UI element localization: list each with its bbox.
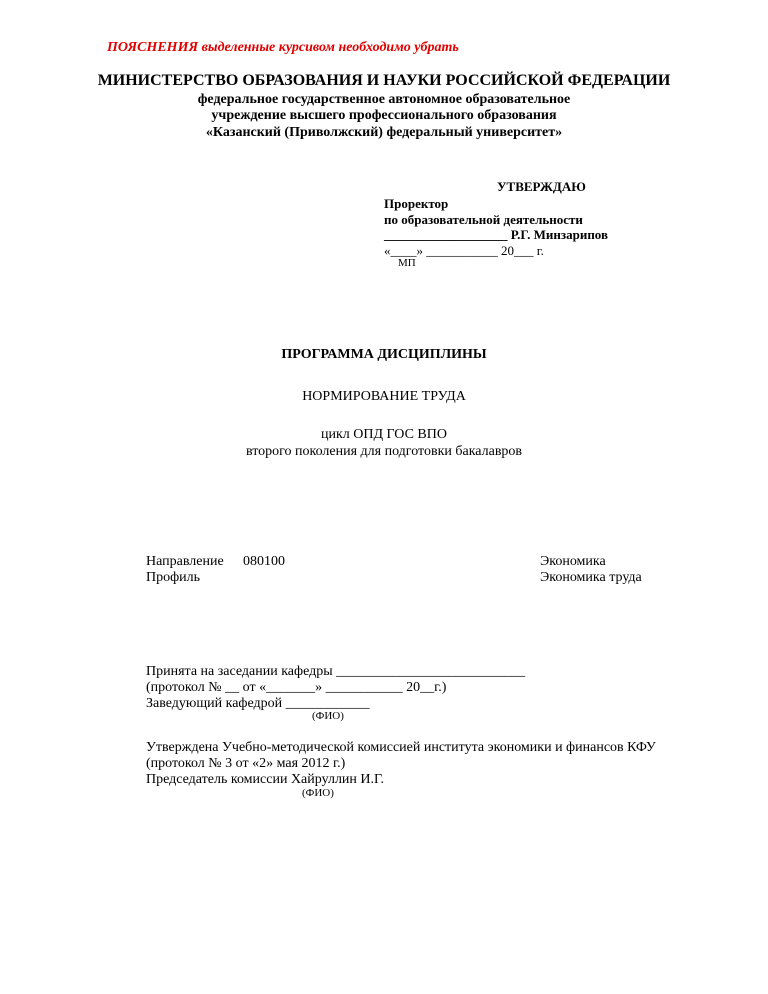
institution-line-1: федеральное государственное автономное образовательное bbox=[197, 92, 571, 107]
program-title: ПРОГРАММА ДИСЦИПЛИНЫ bbox=[281, 347, 487, 362]
department-fio-hint: (ФИО) bbox=[312, 710, 344, 722]
approval-date: «____» ___________ 20___ г. bbox=[384, 243, 544, 258]
stamp-label: МП bbox=[398, 257, 416, 269]
approver-position: Проректор bbox=[384, 196, 449, 211]
department-head: Заведующий кафедрой ____________ bbox=[146, 696, 370, 711]
cycle-line: цикл ОПД ГОС ВПО bbox=[321, 427, 447, 442]
commission-approved: Утверждена Учебно-методической комиссией института экономики и финансов КФУ bbox=[146, 740, 656, 755]
removal-note: ПОЯСНЕНИЯ выделенные курсивом необходимо убрать bbox=[107, 40, 459, 55]
generation-line: второго поколения для подготовки бакалавров bbox=[245, 444, 523, 459]
commission-fio-hint: (ФИО) bbox=[302, 787, 334, 799]
direction-label: Направление bbox=[146, 554, 224, 569]
direction-value: Экономика bbox=[540, 554, 606, 569]
direction-code: 080100 bbox=[243, 554, 285, 569]
approval-title: УТВЕРЖДАЮ bbox=[497, 179, 586, 194]
profile-value: Экономика труда bbox=[540, 570, 642, 585]
approver-signature: ___________________ Р.Г. Минзарипов bbox=[384, 227, 609, 242]
department-protocol: (протокол № __ от «_______» ___________ 20__г.) bbox=[146, 680, 447, 695]
commission-protocol: (протокол № 3 от «2» мая 2012 г.) bbox=[146, 756, 346, 771]
approver-department: по образовательной деятельности bbox=[384, 212, 583, 227]
ministry-title: МИНИСТЕРСТВО ОБРАЗОВАНИЯ И НАУКИ РОССИЙСКОЙ ФЕДЕРАЦИИ bbox=[97, 72, 671, 89]
institution-line-2: учреждение высшего профессионального образования bbox=[211, 108, 557, 123]
profile-label: Профиль bbox=[146, 570, 201, 585]
discipline-name: НОРМИРОВАНИЕ ТРУДА bbox=[302, 389, 466, 404]
department-accepted: Принята на заседании кафедры ___________________________ bbox=[146, 664, 526, 679]
commission-chair: Председатель комиссии Хайруллин И.Г. bbox=[146, 772, 385, 787]
university-name: «Казанский (Приволжский) федеральный университет» bbox=[205, 125, 563, 140]
